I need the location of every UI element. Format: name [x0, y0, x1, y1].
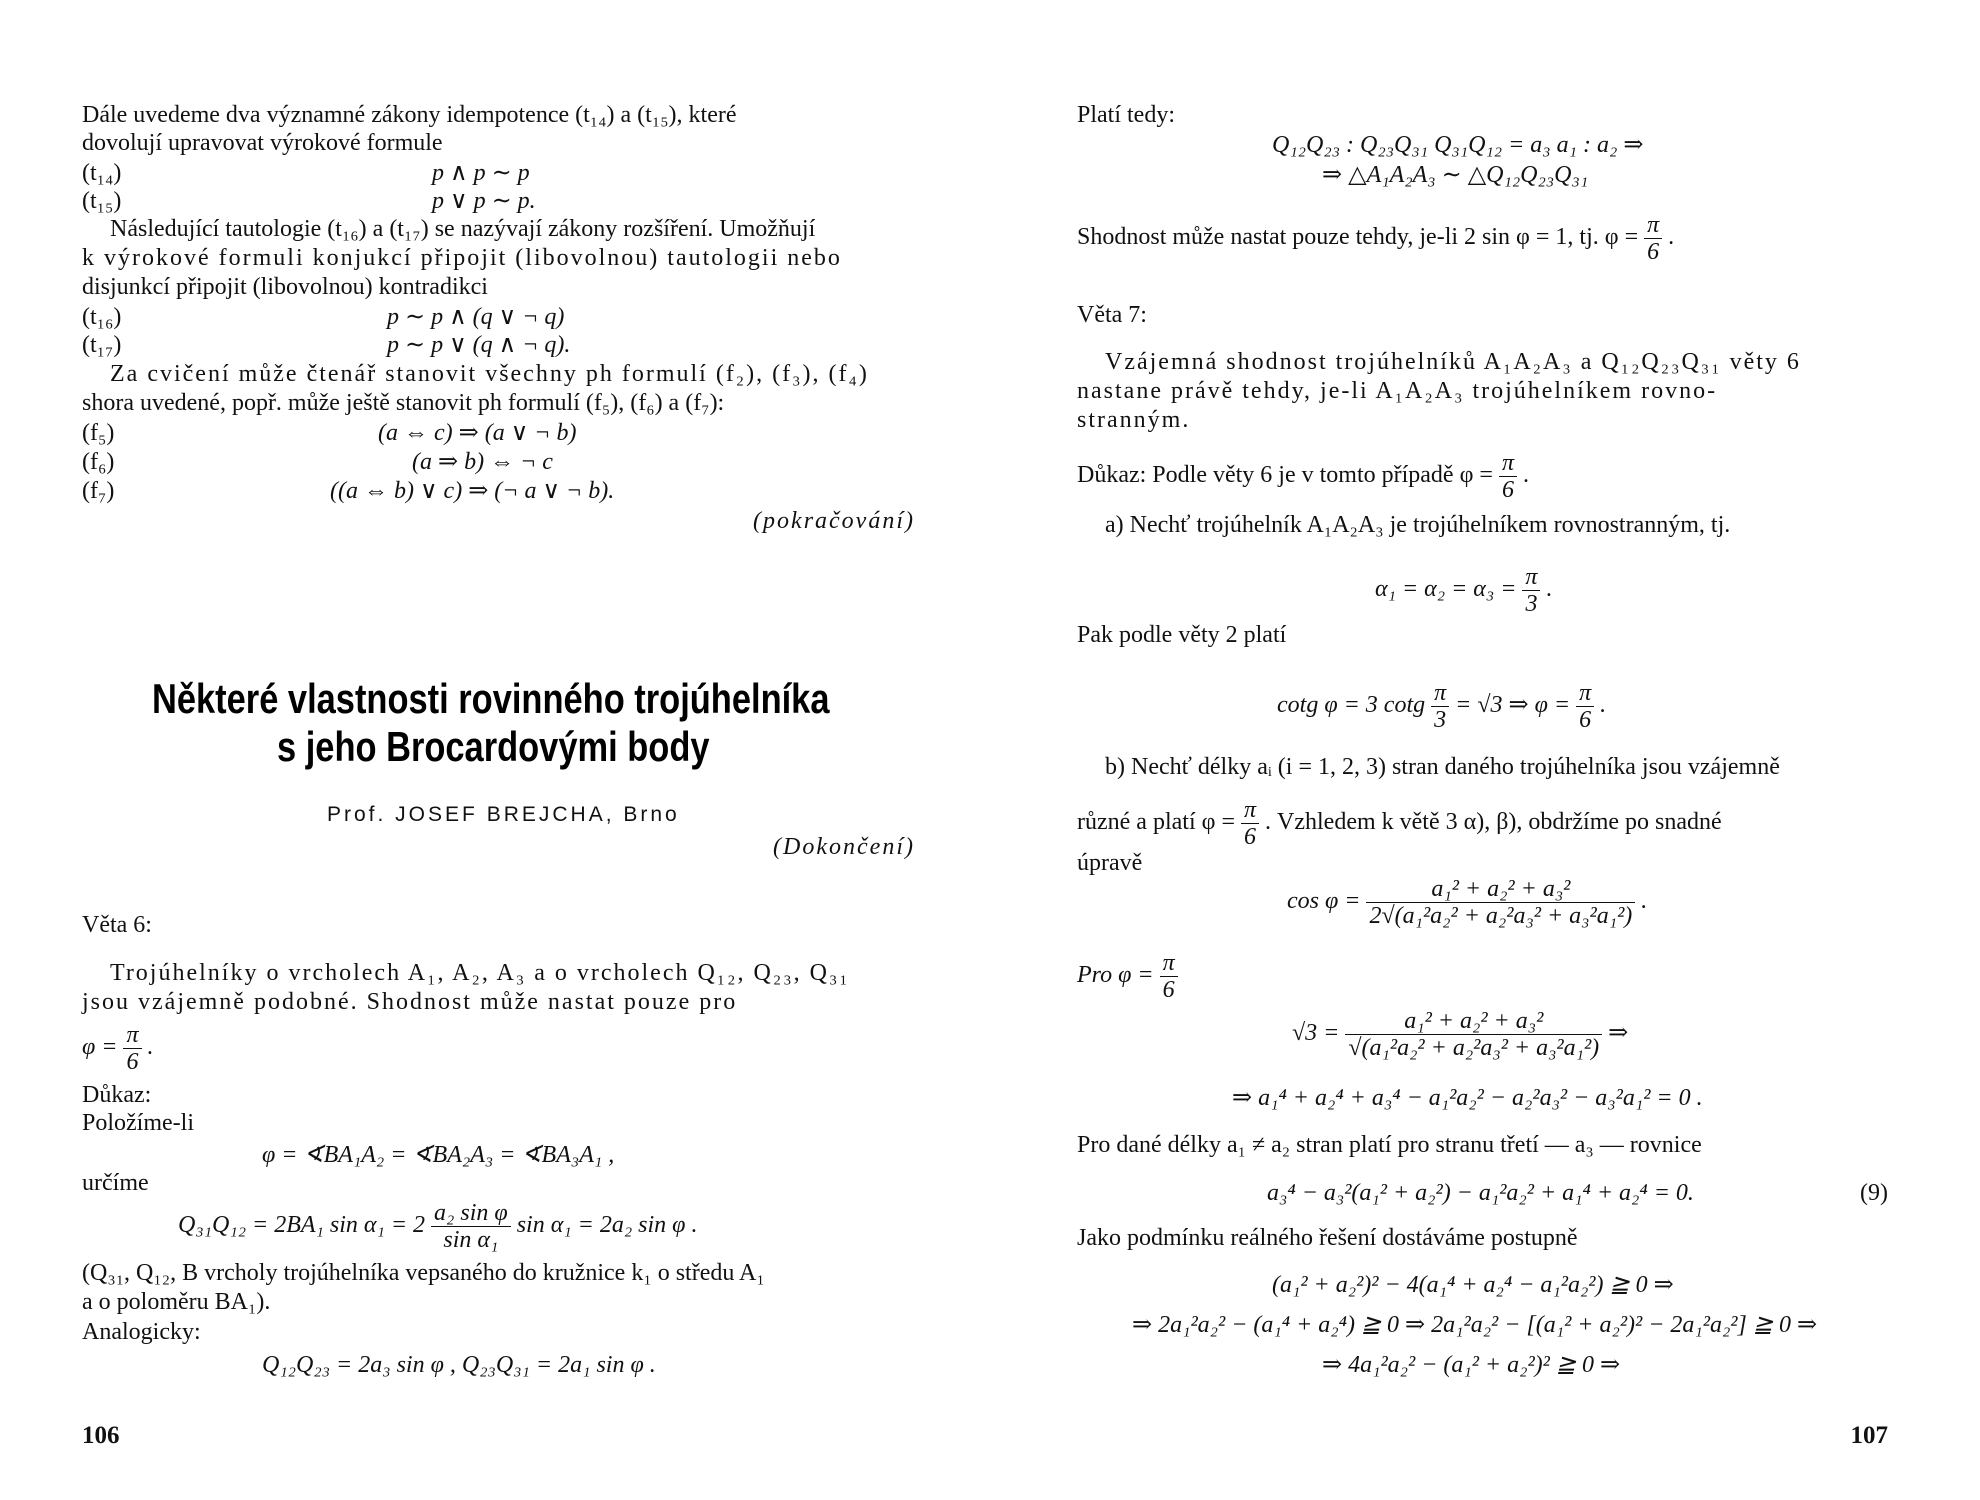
t17-label: (t₁₇) — [82, 332, 122, 358]
fraction-denominator: 6 — [123, 1048, 141, 1075]
ratio-line-2: ⇒ △A₁A₂A₃ ∼ △Q₁₂Q₂₃Q₃₁ — [1322, 162, 1589, 188]
proof-7-text: Důkaz: Podle věty 6 je v tomto případě φ = — [1077, 462, 1493, 489]
extension-line-2: k výrokové formuli konjukcí připojit (libovolnou) tautologii nebo — [82, 245, 842, 271]
fraction-denominator: 3 — [1522, 590, 1540, 617]
fraction-denominator: 2√(a₁²a₂² + a₂²a₃² + a₃²a₁²) — [1366, 902, 1635, 929]
fraction-denominator: 6 — [1644, 238, 1662, 265]
proof-7-line: Důkaz: Podle věty 6 je v tomto případě φ = $\frac{\pi}{6}$ . — [1077, 450, 1529, 503]
shodnost-text: Shodnost může nastat pouze tehdy, je-li 2 sin φ = 1, tj. φ = — [1077, 224, 1639, 251]
case-b-2b: . Vzhledem k větě 3 α), β), obdržíme po snadné — [1265, 809, 1722, 836]
fraction-denominator: 6 — [1241, 823, 1259, 850]
equation-9: a₃⁴ − a₃²(a₁² + a₂²) − a₁²a₂² + a₁⁴ + a₂⁴ = 0. — [1267, 1180, 1694, 1206]
plati-tedy: Platí tedy: — [1077, 102, 1175, 128]
fraction-numerator: a₁² + a₂² + a₃² — [1404, 1008, 1544, 1034]
case-a-line: a) Nechť trojúhelník A₁A₂A₃ je trojúhelníkem rovnostranným, tj. — [1105, 512, 1731, 538]
pi-over-6-fraction — [1576, 680, 1594, 733]
fraction-numerator: π — [1434, 680, 1447, 706]
pi-over-6-fraction — [1499, 450, 1517, 503]
right-page — [990, 0, 1980, 1500]
t14-label: (t₁₄) — [82, 160, 122, 186]
q31-rhs: sin α₁ = 2a₂ sin φ . — [516, 1212, 698, 1239]
theorem-6-line-1: Trojúhelníky o vrcholech A₁, A₂, A₃ a o vrcholech Q₁₂, Q₂₃, Q₃₁ — [110, 960, 850, 986]
pro-phi-text: Pro φ = — [1077, 962, 1154, 989]
implies-arrow: ⇒ — [1608, 1020, 1629, 1047]
t15-label: (t₁₅) — [82, 188, 122, 214]
proof-label: Důkaz: — [82, 1082, 152, 1108]
polozime-line: Položíme-li — [82, 1110, 194, 1136]
shodnost-line: Shodnost může nastat pouze tehdy, je-li 2 sin φ = 1, tj. φ = $\frac{\pi}{6}$ . — [1077, 212, 1675, 265]
fraction-denominator: 6 — [1499, 476, 1517, 503]
article-title-line-1: Některé vlastnosti rovinného trojúhelníka — [152, 675, 830, 722]
cotg-rhs: = √3 ⇒ φ = — [1455, 692, 1571, 719]
concluded-note: (Dokončení) — [773, 834, 915, 860]
pi-over-6-fraction — [123, 1022, 141, 1075]
f6-formula: (a ⇒ b) ⇔ ¬ c — [412, 449, 553, 475]
f5-formula: (a ⇔ c) ⇒ (a ∨ ¬ b) — [378, 420, 577, 446]
q31-equation — [178, 1200, 697, 1253]
page-number-left: 106 — [82, 1422, 120, 1449]
urcime-line: určíme — [82, 1170, 149, 1196]
inequality-1: (a₁² + a₂²)² − 4(a₁⁴ + a₂⁴ − a₁²a₂²) ≧ 0 ⇒ — [1272, 1272, 1674, 1298]
fraction-denominator: 6 — [1160, 976, 1178, 1003]
pi-over-3-fraction — [1431, 680, 1449, 733]
cos-fraction — [1366, 876, 1635, 929]
theorem-7-line-1: Vzájemná shodnost trojúhelníků A₁A₂A₃ a Q₁₂Q₂₃Q₃₁ věty 6 — [1105, 349, 1801, 375]
sqrt3-equation — [1292, 1008, 1628, 1061]
pi-over-6-fraction — [1160, 950, 1178, 1003]
fraction-numerator: a₂ sin φ — [434, 1200, 508, 1226]
fraction-numerator: π — [1525, 564, 1538, 590]
article-title-line-2: s jeho Brocardovými body — [277, 723, 710, 770]
theorem-7-label: Věta 7: — [1077, 302, 1147, 328]
pro-dane-line: Pro dané délky a₁ ≠ a₂ stran platí pro stranu třetí — a₃ — rovnice — [1077, 1132, 1702, 1158]
fraction-numerator: π — [1647, 212, 1660, 238]
fraction-denominator: 6 — [1576, 706, 1594, 733]
f7-formula: ((a ⇔ b) ∨ c) ⇒ (¬ a ∨ ¬ b). — [330, 478, 615, 504]
quartic-equation: ⇒ a₁⁴ + a₂⁴ + a₃⁴ − a₁²a₂² − a₂²a₃² − a₃²a₁² = 0 . — [1232, 1085, 1703, 1111]
f6-label: (f₆) — [82, 449, 115, 475]
fraction-numerator: π — [1501, 450, 1514, 476]
t15-formula: p ∨ p ∼ p. — [432, 188, 536, 214]
case-b-line-1: b) Nechť délky aᵢ (i = 1, 2, 3) stran daného trojúhelníka jsou vzájemně — [1105, 754, 1780, 780]
alpha-eq-text: α₁ = α₂ = α₃ = — [1375, 576, 1517, 603]
parenthetical-line-2: a o poloměru BA₁). — [82, 1289, 271, 1315]
theorem-6-phi: φ = $\frac{\pi}{6}$ . — [82, 1022, 154, 1075]
inequality-3: ⇒ 4a₁²a₂² − (a₁² + a₂²)² ≧ 0 ⇒ — [1322, 1352, 1621, 1378]
fraction-denominator: 3 — [1431, 706, 1449, 733]
pi-over-6-fraction — [1241, 797, 1259, 850]
fraction-numerator: π — [126, 1022, 139, 1048]
exercise-line-1: Za cvičení může čtenář stanovit všechny ph formulí (f₂), (f₃), (f₄) — [110, 361, 869, 387]
theorem-7-line-2: nastane právě tehdy, je-li A₁A₂A₃ trojúhelníkem rovno- — [1077, 378, 1718, 404]
q31-fraction — [431, 1200, 511, 1253]
theorem-7-line-3: stranným. — [1077, 407, 1191, 433]
intro-line-2: dovolují upravovat výrokové formule — [82, 130, 443, 156]
parenthetical-line-1: (Q₃₁, Q₁₂, B vrcholy trojúhelníka vepsaného do kružnice k₁ o středu A₁ — [82, 1260, 765, 1286]
uprave-line: úpravě — [1077, 850, 1143, 876]
jako-line: Jako podmínku reálného řešení dostáváme postupně — [1077, 1225, 1578, 1251]
t17-formula: p ∼ p ∨ (q ∧ ¬ q). — [387, 332, 571, 358]
case-b-2a: různé a platí φ = — [1077, 809, 1235, 836]
cos-equation: cos φ = $\frac{\text{a₁² + a₂² + a₃²}}{\text{2√(a₁²a₂² + a₂²a₃² + a₃²a₁²)}}$ . — [1287, 876, 1648, 929]
fraction-denominator: sin α₁ — [431, 1226, 511, 1253]
case-b-line-2 — [1077, 797, 1722, 850]
intro-line-1: Dále uvedeme dva významné zákony idempotence (t₁₄) a (t₁₅), které — [82, 102, 737, 128]
cotg-lhs: cotg φ = 3 cotg — [1277, 692, 1426, 719]
pak-line: Pak podle věty 2 platí — [1077, 622, 1287, 648]
ratio-line-1: Q₁₂Q₂₃ : Q₂₃Q₃₁ Q₃₁Q₁₂ = a₃ a₁ : a₂ ⇒ — [1272, 132, 1644, 158]
pi-over-3-fraction — [1522, 564, 1540, 617]
continued-note: (pokračování) — [753, 508, 915, 534]
fraction-numerator: a₁² + a₂² + a₃² — [1431, 876, 1571, 902]
f7-label: (f₇) — [82, 478, 115, 504]
q31-lhs: Q₃₁Q₁₂ = 2BA₁ sin α₁ = 2 — [178, 1212, 426, 1239]
fraction-numerator: π — [1162, 950, 1175, 976]
analogicky-line: Analogicky: — [82, 1319, 201, 1345]
f5-label: (f₅) — [82, 420, 115, 446]
analog-equation: Q₁₂Q₂₃ = 2a₃ sin φ , Q₂₃Q₃₁ = 2a₁ sin φ . — [262, 1352, 656, 1378]
pi-over-6-fraction — [1644, 212, 1662, 265]
author-line: Prof. JOSEF BREJCHA, Brno — [327, 803, 680, 826]
t14-formula: p ∧ p ∼ p — [432, 160, 530, 186]
t16-label: (t₁₆) — [82, 304, 122, 330]
cos-lhs: cos φ = — [1287, 888, 1361, 915]
extension-line-1: Následující tautologie (t₁₆) a (t₁₇) se nazývají zákony rozšíření. Umožňují — [110, 216, 816, 242]
phi-equals: φ = — [82, 1034, 118, 1061]
pro-phi-line — [1077, 950, 1178, 1003]
phi-angle-equation: φ = ∢BA₁A₂ = ∢BA₂A₃ = ∢BA₃A₁ , — [262, 1142, 615, 1168]
alpha-equation: α₁ = α₂ = α₃ = $\frac{\pi}{3}$ . — [1375, 564, 1553, 617]
fraction-denominator: √(a₁²a₂² + a₂²a₃² + a₃²a₁²) — [1345, 1034, 1602, 1061]
t16-formula: p ∼ p ∧ (q ∨ ¬ q) — [387, 304, 565, 330]
page-number-right: 107 — [1850, 1422, 1888, 1449]
cotg-equation: cotg φ = 3 cotg $\frac{\pi}{3}$ = √3 ⇒ φ = $\frac{\pi}{6}$ . — [1277, 680, 1607, 733]
fraction-numerator: π — [1244, 797, 1257, 823]
fraction-numerator: π — [1579, 680, 1592, 706]
extension-line-3: disjunkcí připojit (libovolnou) kontradikci — [82, 274, 488, 300]
equation-9-label: (9) — [1860, 1180, 1888, 1206]
sqrt3-fraction — [1345, 1008, 1602, 1061]
inequality-2: ⇒ 2a₁²a₂² − (a₁⁴ + a₂⁴) ≧ 0 ⇒ 2a₁²a₂² − [(a₁² + a₂²)² − 2a₁²a₂²] ≧ 0 ⇒ — [1132, 1312, 1818, 1338]
sqrt3-lhs: √3 = — [1292, 1020, 1340, 1047]
theorem-6-label: Věta 6: — [82, 912, 152, 938]
exercise-line-2: shora uvedené, popř. může ještě stanovit ph formulí (f₅), (f₆) a (f₇): — [82, 390, 725, 416]
theorem-6-line-2: jsou vzájemně podobné. Shodnost může nastat pouze pro — [82, 989, 738, 1015]
